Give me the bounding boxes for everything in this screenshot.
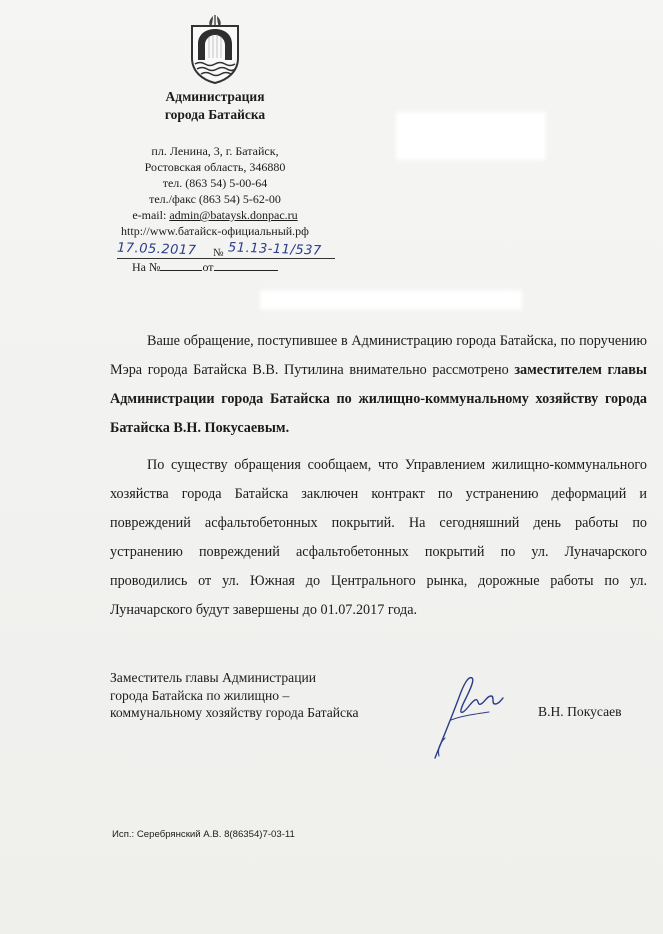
letter-body [110, 327, 647, 625]
redacted-addressee [396, 112, 546, 160]
body-paragraph-1-text: Ваше обращение, поступившее в Администрацию города Батайска, по поручению Мэра города Батайска В.В. Путилина внимательно рассмотрено [110, 333, 647, 378]
outgoing-number-label: № [213, 247, 224, 259]
org-name-line2: города Батайска [164, 107, 266, 122]
website-line[interactable]: http://www.батайск-официальный.рф [121, 224, 309, 238]
phone-line: тел. (863 54) 5-00-64 [162, 176, 268, 190]
executor-info: Исп.: Серебрянский А.В. 8(86354)7-03-11 [112, 829, 295, 840]
outgoing-underline [117, 258, 335, 259]
email-link[interactable]: admin@bataysk.donpac.ru [169, 208, 298, 222]
fax-line: тел./факс (863 54) 5-62-00 [149, 192, 281, 206]
reference-number-blank [160, 260, 202, 271]
outgoing-date-handwritten: 17.05.2017 [116, 240, 197, 259]
outgoing-number-handwritten: 51.13-11/537 [227, 240, 322, 259]
reference-line [132, 260, 278, 275]
body-paragraph-1-bold: заместителем главы Администрации города Батайска по жилищно-коммунальному хозяйству города Батайска В.Н. Покусаевым. [110, 362, 647, 436]
redacted-salutation [260, 290, 522, 310]
handwritten-signature-icon [425, 668, 505, 764]
email-label: e-mail: [132, 208, 170, 222]
org-name-line1: Администрация [165, 89, 265, 104]
address-line1: пл. Ленина, 3, г. Батайск, [151, 144, 279, 158]
address-line2: Ростовская область, 346880 [144, 160, 286, 174]
body-paragraph-2: По существу обращения сообщаем, что Управлением жилищно-коммунального хозяйства города Батайска заключен контракт по устранению деформаций и повреждений асфальтобетонных покрытий. На сегодняшний день работы по устранению повреждений асфальтобетонных покрытий по ул. Луначарского проводились от ул. Южная до Центрального рынка, дорожные работы по ул. Луначарского будут завершены до 01.07.2017 года. [110, 457, 647, 618]
reference-from-label: от [202, 260, 214, 274]
signer-position [110, 669, 430, 722]
reference-date-blank [214, 260, 278, 271]
batajsk-coat-of-arms-icon [189, 14, 241, 84]
body-paragraph-1 [110, 327, 647, 443]
email-line [95, 207, 335, 223]
signer-position-line2: города Батайска по жилищно – [110, 687, 290, 703]
signer-position-line1: Заместитель главы Администрации [110, 670, 317, 685]
reference-number-label: На № [132, 260, 161, 274]
signer-position-line3: коммунальному хозяйству города Батайска [110, 705, 359, 720]
signer-name: В.Н. Покусаев [538, 704, 622, 719]
